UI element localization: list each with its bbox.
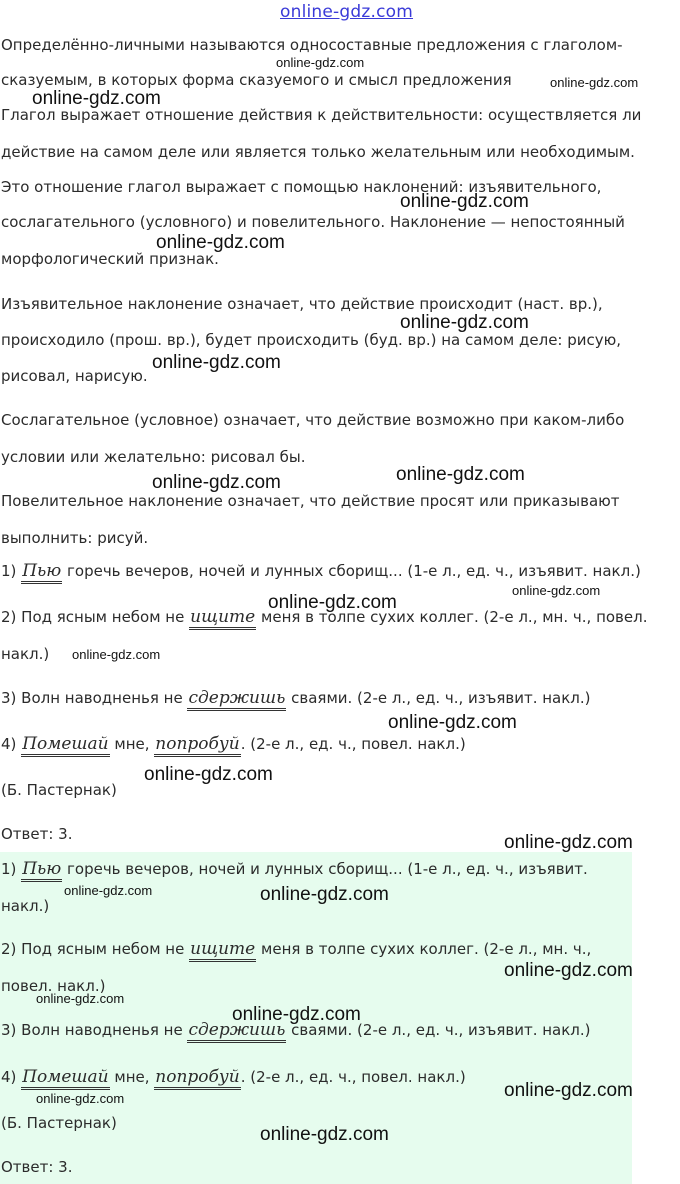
- example-text: . (2-е л., ед. ч., повел. накл.): [240, 1068, 466, 1086]
- example-text: горечь вечеров, ночей и лунных сборищ... (1-е л., ед. ч., изъявит. накл.): [67, 562, 641, 580]
- highlighted-verb: ищите: [189, 939, 256, 962]
- example-number: 4): [1, 1068, 17, 1086]
- watermark: online-gdz.com: [64, 883, 153, 898]
- answer-box-example-1: [1, 860, 588, 878]
- example-text: меня в толпе сухих коллег. (2-е л., мн. ч., повел.: [261, 608, 648, 626]
- highlighted-verb: сдержишь: [187, 688, 286, 711]
- example-1: [1, 562, 641, 580]
- highlighted-verb: Пью: [21, 859, 62, 882]
- watermark: online-gdz.com: [268, 592, 397, 613]
- highlighted-verb: ищите: [189, 607, 256, 630]
- theory-line: сказуемым, в которых форма сказуемого и смысл предложения: [1, 71, 512, 89]
- example-text: сваями. (2-е л., ед. ч., изъявит. накл.): [291, 689, 591, 707]
- watermark: online-gdz.com: [512, 583, 601, 598]
- answer-box-example-4: [1, 1068, 466, 1086]
- answer-box-answer: Ответ: 3.: [1, 1158, 73, 1176]
- watermark: online-gdz.com: [152, 472, 281, 493]
- answer-box-example-1-cont: накл.): [1, 897, 50, 915]
- example-text: мне,: [114, 1068, 150, 1086]
- site-logo[interactable]: online-gdz.com: [280, 2, 414, 22]
- watermark: online-gdz.com: [72, 647, 161, 662]
- highlighted-verb: попробуй: [154, 1067, 240, 1090]
- theory-line: рисовал, нарисую.: [1, 367, 148, 385]
- highlighted-verb: сдержишь: [187, 1020, 286, 1043]
- watermark: online-gdz.com: [400, 191, 529, 212]
- example-text: 3) Волн наводненья не: [1, 1021, 183, 1039]
- theory-line: действие на самом деле или является только желательным или необходимым.: [1, 143, 635, 161]
- theory-line: Глагол выражает отношение действия к действительности: осуществляется ли: [1, 106, 642, 124]
- watermark: online-gdz.com: [36, 991, 125, 1006]
- watermark: online-gdz.com: [396, 464, 525, 485]
- theory-line: Изъявительное наклонение означает, что действие происходит (наст. вр.),: [1, 295, 603, 313]
- watermark: online-gdz.com: [152, 352, 281, 373]
- example-text: горечь вечеров, ночей и лунных сборищ... (1-е л., ед. ч., изъявит.: [67, 860, 588, 878]
- watermark: online-gdz.com: [260, 884, 389, 905]
- theory-line: условии или желательно: рисовал бы.: [1, 448, 306, 466]
- watermark: online-gdz.com: [400, 312, 529, 333]
- theory-line: происходило (прош. вр.), будет происходить (буд. вр.) на самом деле: рисую,: [1, 331, 622, 349]
- example-text: . (2-е л., ед. ч., повел. накл.): [240, 735, 466, 753]
- author: (Б. Пастернак): [1, 781, 117, 799]
- theory-line: Сослагательное (условное) означает, что действие возможно при каком-либо: [1, 411, 625, 429]
- watermark: online-gdz.com: [36, 1091, 125, 1106]
- watermark: online-gdz.com: [550, 75, 639, 90]
- example-3: [1, 689, 591, 707]
- example-text: 2) Под ясным небом не: [1, 940, 185, 958]
- answer-box-author: (Б. Пастернак): [1, 1114, 117, 1132]
- example-number: 1): [1, 860, 17, 878]
- answer-box-example-2: [1, 940, 591, 958]
- theory-line: Определённо-личными называются односоставные предложения с глаголом-: [1, 36, 623, 54]
- watermark: online-gdz.com: [144, 764, 273, 785]
- answer: Ответ: 3.: [1, 825, 73, 843]
- watermark: online-gdz.com: [276, 55, 365, 70]
- theory-line: выполнить: рисуй.: [1, 529, 149, 547]
- watermark: online-gdz.com: [504, 1080, 633, 1101]
- highlighted-verb: попробуй: [154, 734, 240, 757]
- example-4: [1, 735, 466, 753]
- watermark: online-gdz.com: [260, 1124, 389, 1145]
- watermark: online-gdz.com: [388, 712, 517, 733]
- example-text: 3) Волн наводненья не: [1, 689, 183, 707]
- watermark: online-gdz.com: [232, 1004, 361, 1025]
- example-text: 2) Под ясным небом не: [1, 608, 185, 626]
- example-number: 1): [1, 562, 17, 580]
- answer-box-example-2-cont: повел. накл.): [1, 977, 106, 995]
- example-number: 4): [1, 735, 17, 753]
- theory-line: сослагательного (условного) и повелительного. Наклонение — непостоянный: [1, 213, 625, 231]
- watermark: online-gdz.com: [504, 832, 633, 853]
- theory-line: Повелительное наклонение означает, что действие просят или приказывают: [1, 492, 620, 510]
- watermark: online-gdz.com: [504, 960, 633, 981]
- theory-line: Это отношение глагол выражает с помощью наклонений: изъявительного,: [1, 178, 602, 196]
- example-text: меня в толпе сухих коллег. (2-е л., мн. ч.,: [261, 940, 592, 958]
- theory-line: морфологический признак.: [1, 250, 219, 268]
- highlighted-verb: Помешай: [21, 734, 109, 757]
- highlighted-verb: Пью: [21, 561, 62, 584]
- example-text: сваями. (2-е л., ед. ч., изъявит. накл.): [291, 1021, 591, 1039]
- highlighted-verb: Помешай: [21, 1067, 109, 1090]
- example-text: мне,: [114, 735, 150, 753]
- example-2-cont: накл.): [1, 645, 50, 663]
- watermark: online-gdz.com: [156, 232, 285, 253]
- watermark: online-gdz.com: [32, 88, 161, 109]
